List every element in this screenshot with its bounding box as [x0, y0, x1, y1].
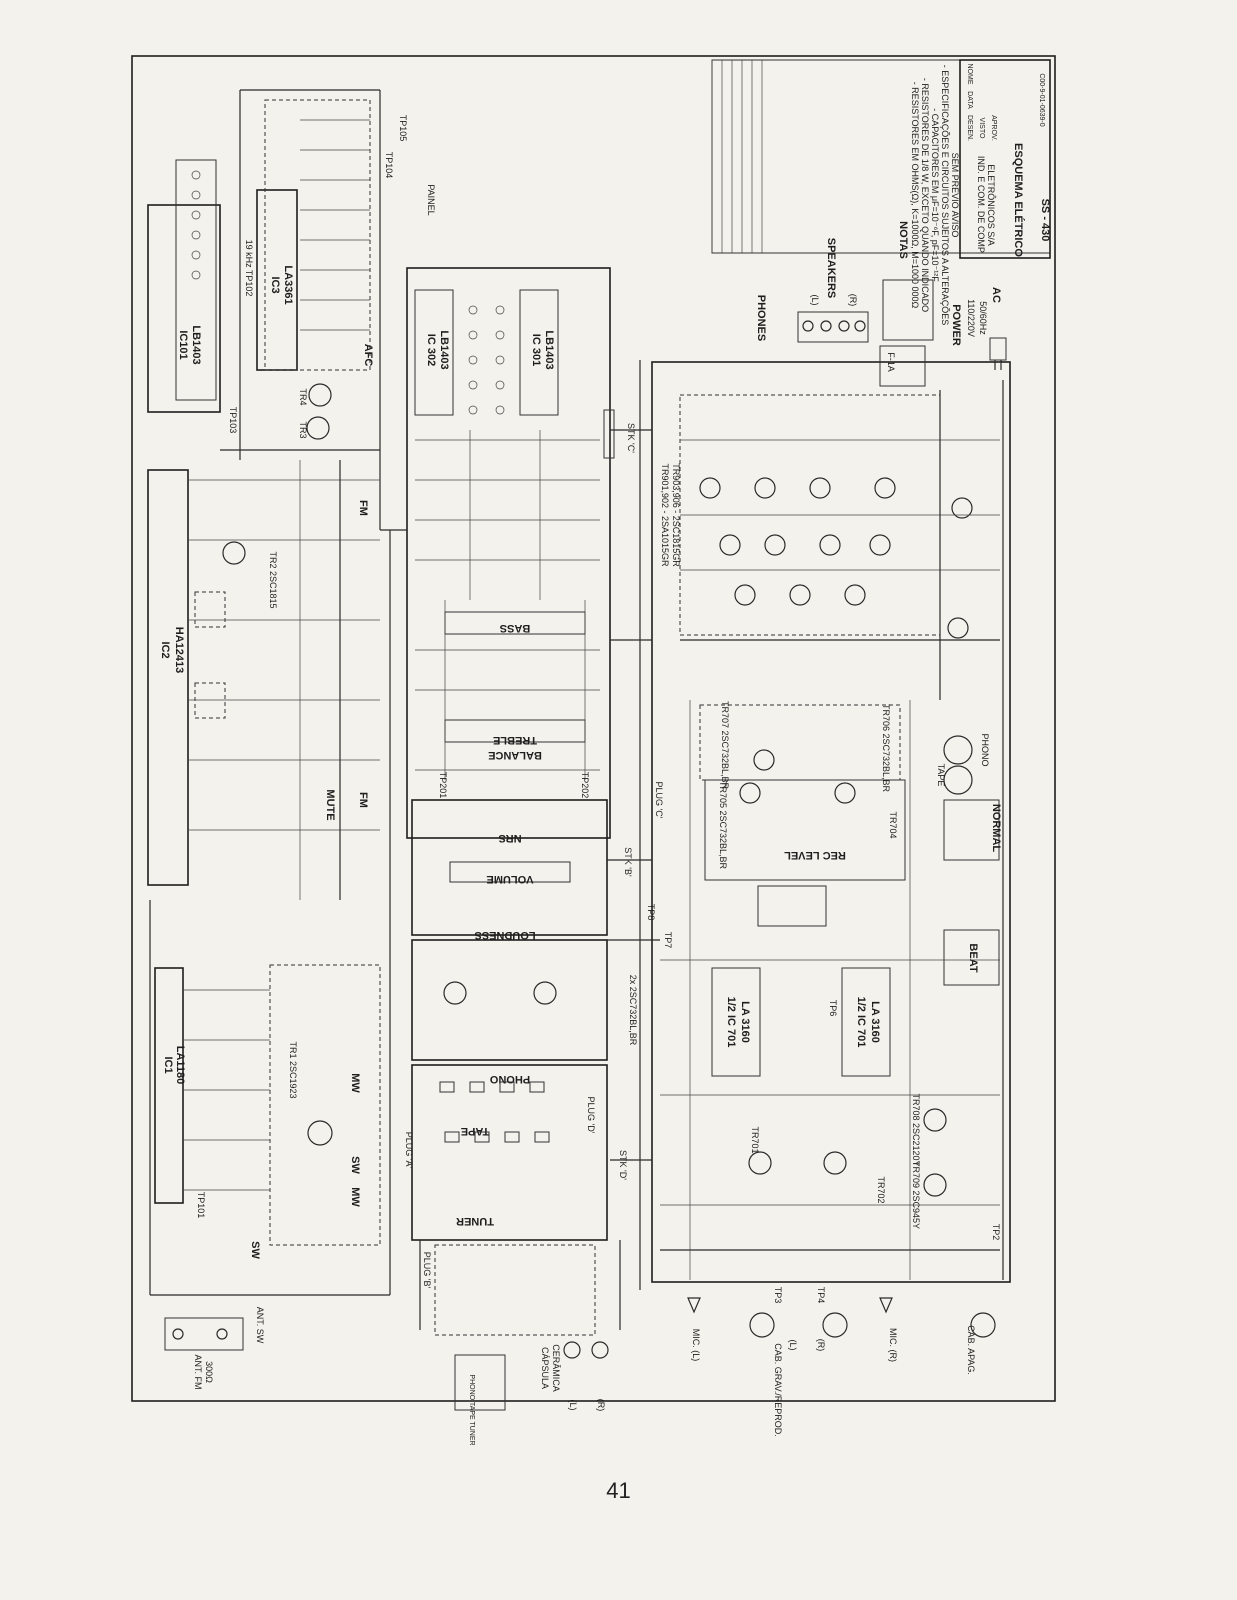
mic-l-label: MIC. (L) [691, 1328, 701, 1362]
tr1-symbol [308, 1121, 332, 1145]
mw-label-2: MW [349, 1187, 361, 1207]
ic302-part: LB1403 [438, 330, 450, 370]
head-r-label: (R) [816, 1338, 826, 1352]
speakers-label: SPEAKERS [825, 237, 837, 299]
ic701b-part: LA 3160 [869, 1001, 881, 1043]
ic101-part: LB1403 [190, 325, 202, 365]
mw-label: MW [349, 1073, 361, 1093]
ic2-part: HA12413 [173, 626, 185, 674]
speaker-l-label: (L) [810, 294, 820, 306]
input-amp-board [412, 940, 607, 1060]
rf-frontend [270, 965, 380, 1245]
notes-line-2: - RESISTORES DE 1/8 W, EXCETO QUANDO INDICADO [920, 77, 930, 313]
tp7-label: TP7 [663, 931, 673, 949]
tr702-symbol [824, 1152, 846, 1174]
ic701a-part: LA 3160 [739, 1001, 751, 1043]
speaker-r-label: (R) [848, 293, 858, 307]
bass-label: BASS [499, 622, 531, 634]
page-number: 41 [606, 1478, 631, 1503]
selector-switch-contacts [440, 1082, 549, 1142]
power-tr-label: TR901,902 - 2SA1015GR [660, 463, 670, 567]
title-block [960, 60, 1050, 258]
tr2-label: TR2 2SC1815 [268, 551, 278, 609]
voltage-label: 110/220V [966, 299, 976, 337]
company-line-2: ELETRÔNICOS S/A [986, 164, 996, 246]
painel-label: PAINEL [426, 184, 436, 216]
tr707-label: TR707 2SC732BL,BR [720, 700, 730, 790]
ic1-label: IC1 [162, 1056, 174, 1074]
tr3-label: TR3 [298, 421, 308, 439]
fm-switch-label: FM [357, 792, 369, 808]
ic101-label: IC101 [177, 330, 189, 360]
revision-block [712, 60, 1050, 253]
notes-title: NOTAS [897, 221, 909, 259]
cab-apag-label: CAB. APAG. [966, 1325, 976, 1375]
tp103-label: TP103 [228, 406, 238, 434]
speaker-terminals [798, 312, 868, 342]
antenna-screw-1 [173, 1329, 183, 1339]
loudness-label: LOUDNESS [474, 929, 536, 941]
antenna-terminal [165, 1318, 243, 1350]
decoder-section [265, 100, 370, 370]
company-line-1: IND. E COM. DE COMP. [976, 155, 986, 255]
balance-label: BALANCE [488, 749, 542, 761]
antenna-screw-2 [217, 1329, 227, 1339]
ic1-part: LA1180 [174, 1045, 186, 1085]
ant-sw-label: ANT. SW [255, 1306, 265, 1344]
tp202-label: TP202 [580, 771, 590, 799]
ic701b-label: 1/2 IC 701 [855, 996, 867, 1048]
aprov-label: APROV. [990, 115, 997, 141]
tuner-selector-label: TUNER [456, 1215, 494, 1227]
sw-label: SW [349, 1156, 361, 1174]
ic101-block [148, 205, 220, 412]
input-tr-left [444, 982, 466, 1004]
tp6-label: TP6 [828, 999, 838, 1017]
tr4-symbol [309, 384, 331, 406]
ic2-block [148, 470, 188, 885]
cab-grav-label: CAB. GRAV./REPROD. [773, 1343, 783, 1437]
normal-label: NORMAL [990, 803, 1002, 853]
power-label: POWER [950, 304, 962, 346]
tp105-label: TP105 [398, 114, 408, 142]
nome-label: NOME [966, 63, 973, 85]
tr702-label: TR702 [876, 1176, 886, 1204]
tr709-label: TR709 2SC945Y [911, 1160, 921, 1230]
ant-fm-ohm: 300Ω [204, 1361, 214, 1383]
power-transistors [700, 478, 972, 638]
mic-r-label: MIC. (R) [888, 1328, 898, 1362]
tape-selector-label: TAPE [460, 1125, 490, 1137]
tp104-label: TP104 [384, 151, 394, 179]
phono-motor-label: PHONO [980, 733, 990, 767]
tr4-label: TR4 [298, 388, 308, 406]
treble-label: TREBLE [493, 734, 537, 746]
tape-motor-label: TAPE [936, 763, 946, 787]
cassette-wires [660, 700, 1000, 1280]
rec-head-r-icon [823, 1313, 847, 1337]
level-meter-leds [469, 306, 504, 414]
ic3-part: LA3361 [282, 265, 294, 305]
phono-motor-symbol [944, 736, 972, 764]
notes-line-1: - RESISTORES EM OHMS(Ω), K=1000Ω, M=1000 000Ω [910, 81, 920, 309]
ic2-label: IC2 [159, 641, 171, 659]
input-wiring [435, 1245, 595, 1335]
tr1-label: TR1 2SC1923 [288, 1041, 298, 1099]
tr706-label: TR706 2SC732BL,BR [881, 703, 891, 793]
head-l-label: (L) [788, 1339, 798, 1351]
tr707-symbol [754, 750, 774, 770]
rf-wires [150, 530, 390, 1295]
input-tr-right [534, 982, 556, 1004]
notes-line-3: - CAPACITORES EM μF=10⁻⁶F, pF=10⁻¹²F [930, 108, 940, 282]
stk-c-label: STK 'C' [626, 423, 636, 453]
ceramica-label: CERÂMICA [551, 1344, 561, 1392]
ant-fm-label: ANT. FM [193, 1354, 203, 1390]
cartridge-r-symbol [592, 1342, 608, 1358]
afc-label: AFC [362, 343, 374, 367]
tp4-label: TP4 [816, 1286, 826, 1304]
nrs-label: NRS [498, 832, 522, 844]
power-tr-label-2: TR903,906 - 2SC1815GR [671, 463, 681, 567]
plug-c-label: PLUG 'C' [654, 781, 664, 819]
capsula-label: CÁPSULA [540, 1346, 550, 1390]
ic302-label: IC 302 [425, 333, 437, 367]
plug-d-label: PLUG 'D' [586, 1096, 596, 1134]
stk-d-label: STK 'D' [618, 1150, 628, 1180]
tp201-label: TP201 [438, 771, 448, 799]
cartridge-l-symbol [564, 1342, 580, 1358]
fm-switch-label-2: FM [357, 500, 369, 516]
mic-r-jack-icon [880, 1298, 892, 1312]
tr701-label: TR701 [750, 1126, 760, 1154]
desen-label: DESEN. [966, 114, 973, 142]
tr701-symbol [749, 1152, 771, 1174]
cartridge-l-label: (L) [568, 1399, 578, 1411]
rec-head-l-icon [750, 1313, 774, 1337]
tr704-symbol [835, 783, 855, 803]
plug-a-label: PLUG 'A' [404, 1131, 414, 1169]
mute-label: MUTE [324, 789, 336, 821]
stk-b-label: STK 'B' [623, 847, 633, 877]
cartridge-r-label: (R) [596, 1398, 606, 1412]
stk-c-pins [604, 410, 614, 458]
selector-board [412, 1065, 607, 1240]
doc-title: ESQUEMA ELÉTRICO [1012, 143, 1024, 257]
tp101-label: TP101 [196, 1191, 206, 1219]
tr705-label: TR705 2SC732BL,BR [718, 780, 728, 870]
interconnect-wires [380, 360, 660, 1330]
mic-l-jack-icon [688, 1298, 700, 1312]
ac-plug-icon [990, 338, 1006, 370]
tp8-label: TP8 [646, 903, 656, 921]
rec-level-meter [758, 886, 826, 926]
phono-selector-label: PHONO [489, 1073, 531, 1085]
tape-motor-symbol [944, 766, 972, 794]
nrs-volume-board [412, 800, 607, 935]
notes-line-4: - ESPECIFICAÇÕES E CIRCUITOS SUJEITOS A ALTERAÇÕES [940, 64, 950, 326]
tr709-symbol [924, 1174, 946, 1196]
fuse-label: F-1A [886, 352, 896, 372]
speaker-terminal-screws [803, 321, 865, 331]
tr703-symbol [740, 783, 760, 803]
ac-label: AC [990, 287, 1002, 303]
if-section-wires [188, 460, 380, 900]
led-array-symbols [192, 171, 200, 279]
ic1-block [155, 968, 183, 1203]
tp3-label: TP3 [773, 1286, 783, 1304]
input-tr-label: 2x 2SC732BL,BR [628, 974, 638, 1046]
freq-label: 50/60Hz [978, 301, 988, 335]
drawing-code: C00-9-01-0639-0 [1038, 73, 1045, 127]
notes-line-5: SEM PRÉVIO AVISO [950, 152, 960, 238]
rec-level-label: REC LEVEL [784, 849, 846, 861]
volume-label: VOLUME [486, 873, 534, 885]
beat-label: BEAT [967, 943, 979, 973]
plug-b-label: PLUG 'B' [422, 1251, 432, 1289]
meter-driver-wires [415, 430, 600, 600]
tp2-label: TP2 [991, 1223, 1001, 1241]
ic3-label: IC3 [269, 276, 281, 294]
phones-label: PHONES [755, 294, 767, 342]
if-transformer-2 [195, 683, 225, 718]
tr708-label: TR708 2SC2120Y [911, 1093, 921, 1167]
tr704-label: TR704 [888, 811, 898, 839]
model-number: SS - 430 [1039, 198, 1051, 242]
phono-tape-tuner-label: PHONO TAPE TUNER [468, 1374, 475, 1446]
revision-lines [712, 60, 762, 253]
tr2-symbol [223, 542, 245, 564]
ic701a-label: 1/2 IC 701 [725, 996, 737, 1048]
data-label: DATA [966, 91, 973, 109]
ic301-label: IC 301 [530, 333, 542, 367]
if-transformer-1 [195, 592, 225, 627]
tr708-symbol [924, 1109, 946, 1131]
ic301-part: LB1403 [543, 330, 555, 370]
visto-label: VISTO [978, 117, 985, 139]
sw-label-2: SW [249, 1241, 261, 1259]
tr3-symbol [307, 417, 329, 439]
bias-section [705, 780, 905, 880]
tp102-label: 19 kHz TP102 [244, 239, 254, 297]
